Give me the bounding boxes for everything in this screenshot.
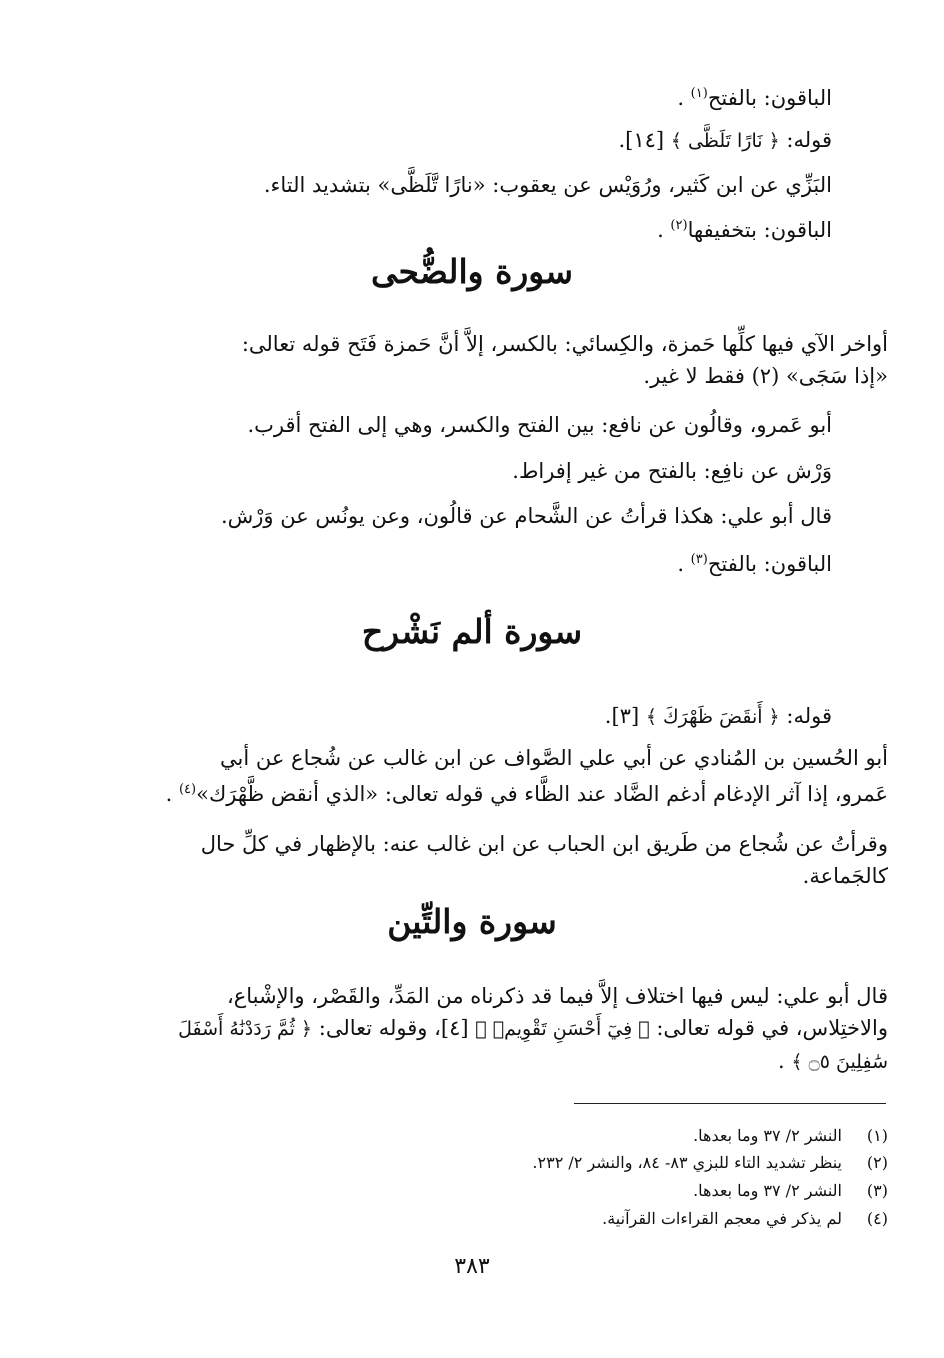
footnote-text: النشر ٢/ ٣٧ وما بعدها. [693, 1181, 842, 1200]
text-line [54, 774, 888, 810]
text-line: أبو الحُسين بن المُنادي عن أبي علي الصَّواف عن ابن غالب عن شُجاع عن أبي [219, 746, 888, 770]
footnote [300, 1151, 888, 1175]
verse-ref: [١٤]. [618, 128, 671, 152]
page-number: ٣٨٣ [454, 1254, 490, 1279]
footnote-number: (٢) [866, 1153, 888, 1172]
text-line: قال أبو علي: ليس فيها اختلاف إلاَّ فيما قد ذكرناه من المَدِّ، والقَصْر، والإشْباع، [226, 984, 888, 1008]
text-line [54, 1045, 888, 1078]
text-line [112, 169, 832, 201]
text-line: أواخر الآي فيها كلِّها حَمزة، والكِسائي: بالكسر، إلاَّ أنَّ حَمزة فَتَح قوله تعالى: [241, 332, 888, 356]
footnote-number: (٣) [866, 1181, 888, 1200]
surah-heading: سورة والتِّين [387, 902, 557, 941]
paragraph [54, 328, 888, 392]
text-line [54, 1012, 888, 1045]
footnote-divider [574, 1103, 886, 1104]
paragraph [54, 980, 888, 1078]
text-span: والاختِلاس، في قوله تعالى: [649, 1016, 888, 1040]
quran-verse: سَٰفِلِينَ ۝٥ ﴾ [791, 1051, 888, 1073]
text-line: «إذا سَجَى» (٢) فقط لا غير. [643, 364, 888, 388]
footnote [300, 1207, 888, 1231]
text-line: قال أبو علي: هكذا قرأتُ عن الشَّحام عن قالُون، وعن يونُس عن وَرْش. [220, 504, 832, 528]
footnote-text: النشر ٢/ ٣٧ وما بعدها. [693, 1126, 842, 1145]
footnote-number: (٤) [866, 1209, 888, 1228]
quran-verse: ﴿ ثُمَّ رَدَدْنَٰهُ أَسْفَلَ [178, 1018, 313, 1040]
text-line: وقرأتُ عن شُجاع من طَريق ابن الحباب عن ابن غالب عنه: بالإظهار في كلِّ حال [200, 832, 888, 856]
text-span: الباقون: بالفتح [707, 86, 832, 110]
footnote-ref: (٢) [670, 218, 688, 233]
text-span: . [165, 782, 179, 806]
text-span: الباقون: بالفتح [707, 552, 832, 576]
paragraph [54, 742, 888, 810]
footnote-text: ينظر تشديد التاء للبزي ٨٣- ٨٤، والنشر ٢/ ٢٣٢. [532, 1153, 842, 1172]
text-line [112, 124, 832, 157]
quran-verse: ﴿ فِيٓ أَحْسَنِ تَقْوِيمٖ ﴾ [475, 1018, 650, 1040]
surah-heading: سورة والضُّحى [371, 252, 573, 291]
text-line: كالجَماعة. [802, 864, 888, 888]
footnote-text: لم يذكر في معجم القراءات القرآنية. [602, 1209, 842, 1228]
text-line: وَرْش عن نافِع: بالفتح من غير إفراط. [512, 459, 832, 483]
text-line [112, 78, 832, 114]
text-line: أبو عَمرو، وقالُون عن نافع: بين الفتح والكسر، وهي إلى الفتح أقرب. [247, 413, 832, 437]
text-span: . [677, 86, 691, 110]
surah-heading: سورة ألم نَشْرح [361, 612, 583, 651]
text-span: قوله: [779, 704, 832, 728]
text-line [112, 544, 832, 580]
text-span: قوله: [779, 128, 832, 152]
text-span: البَزِّي عن ابن كَثير، ورُوَيْس عن يعقوب: «نارًا تَّلَظَّى» بتشديد التاء. [263, 173, 832, 197]
text-span: . [778, 1049, 792, 1073]
paragraph [54, 828, 888, 892]
footnote-ref: (٣) [690, 552, 708, 567]
footnote [300, 1124, 888, 1148]
text-span: [٤]، وقوله تعالى: [312, 1016, 476, 1040]
quran-verse: ﴿ نَارًا تَلَظَّى ﴾ [670, 130, 780, 152]
text-line [112, 700, 832, 733]
quran-verse: ﴿ أَنقَضَ ظَهْرَكَ ﴾ [645, 706, 780, 728]
text-span: . [657, 218, 671, 242]
text-line [112, 210, 832, 246]
text-span: . [677, 552, 691, 576]
footnote-ref: (٤) [178, 782, 197, 797]
footnote [300, 1179, 888, 1203]
text-span: عَمرو، إذا آثر الإدغام أدغم الضَّاد عند الظَّاء في قوله تعالى: «الذي أنقض ظَّهْرَك» [196, 782, 888, 806]
footnote-ref: (١) [690, 86, 708, 101]
text-span: الباقون: بتخفيفها [687, 218, 832, 242]
verse-ref: [٣]. [604, 704, 646, 728]
footnote-number: (١) [866, 1126, 888, 1145]
